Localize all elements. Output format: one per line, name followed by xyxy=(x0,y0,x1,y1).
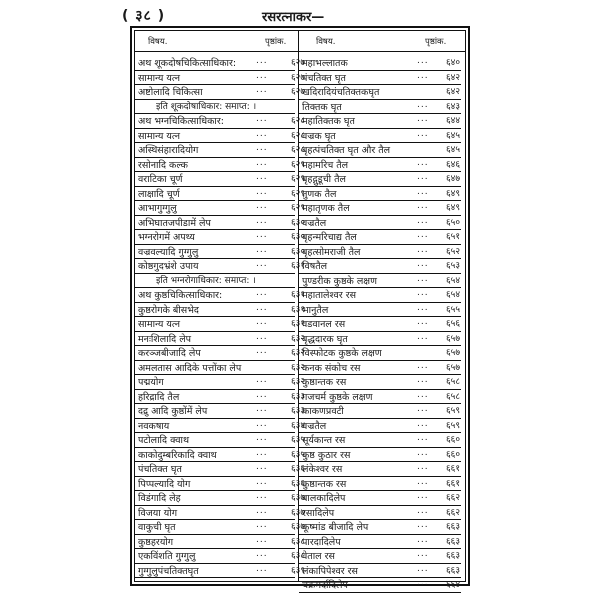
entry-title: पंचतिक्त घृत xyxy=(302,72,346,84)
entry-page-number: ६३२ xyxy=(290,348,305,358)
leader-dots: ... xyxy=(417,201,429,211)
entry-page-number: ६५० xyxy=(445,217,460,228)
leader-dots: ... xyxy=(256,172,268,182)
entry-page-number: ६५७ xyxy=(445,348,460,358)
leader-dots: ... xyxy=(256,230,268,240)
leader-dots: ... xyxy=(417,447,429,458)
entry-title: कूष्मांड बीजादि लेप xyxy=(302,522,369,533)
entry-page-number: ६५७ xyxy=(445,333,460,344)
entry-title: लंकापिपेश्वर रस xyxy=(302,565,358,577)
entry-page-number: ६३९ xyxy=(290,565,305,576)
entry-title: गजचर्म कुष्ठके लक्षण xyxy=(302,391,373,403)
entry-title: लंकेश्वर रस xyxy=(302,464,343,475)
entry-title: अस्थिसंहारादियोग xyxy=(138,145,199,156)
leader-dots: ... xyxy=(417,186,429,197)
leader-dots: ... xyxy=(417,389,429,400)
entry-page-number: ६३८ xyxy=(290,536,305,547)
leader-dots: ... xyxy=(417,520,429,530)
entry-page-number: ६३७ xyxy=(290,522,305,532)
entry-page-number: ६३४ xyxy=(290,420,305,431)
entry-title: एकविंशति गुग्गुलु xyxy=(138,551,196,562)
leader-dots: ... xyxy=(256,447,268,458)
entry-title: बृहत्सोमराजी तैल xyxy=(302,246,361,258)
leader-dots: ... xyxy=(256,302,268,313)
leader-dots: ... xyxy=(417,259,429,269)
entry-title: तिक्तक घृत xyxy=(302,101,342,113)
entry-page-number: ६३७ xyxy=(290,493,305,503)
entry-page-number: ६४० xyxy=(445,58,460,68)
entry-title: खदिरादियंचतिक्तकघृत xyxy=(302,87,380,98)
leader-dots: ... xyxy=(256,128,268,139)
entry-page-number: ६३० xyxy=(290,232,305,242)
entry-title: बृहद्गुडूची तैल xyxy=(302,174,346,185)
leader-dots: ... xyxy=(256,114,268,124)
entry-page-number: ६४२ xyxy=(445,72,460,83)
entry-page-number: ६२८ xyxy=(290,145,305,155)
entry-title: इति शूकदोषाधिकार: समाप्त: । xyxy=(156,101,257,112)
entry-title: वेताल रस xyxy=(302,551,335,562)
entry-title: भानुतैल xyxy=(302,304,329,316)
entry-title: पद्मयोग xyxy=(138,377,164,388)
leader-dots: ... xyxy=(417,157,429,168)
leader-dots: ... xyxy=(256,563,268,574)
leader-dots: ... xyxy=(417,302,429,313)
leader-dots: ... xyxy=(417,56,429,66)
leader-dots: ... xyxy=(256,549,268,559)
entry-page-number: ६५२ xyxy=(445,246,460,257)
entry-title: अभिघातजपीडामें लेप xyxy=(138,217,211,229)
entry-title: महाभल्लातक xyxy=(302,58,348,69)
entry-page-number: ६६३ xyxy=(445,536,460,547)
entry-title: बृहत्पंचतिक्त घृत और तैल xyxy=(302,145,391,156)
entry-title: वज्रतैल xyxy=(302,217,327,229)
entry-page-number: ६४९ xyxy=(445,203,460,213)
entry-page-number: ६५९ xyxy=(445,406,460,416)
entry-title: अथ भग्नचिकित्साधिकार: xyxy=(138,116,224,127)
entry-title: वज्रक घृत xyxy=(302,130,336,142)
entry-page-number: ६३२ xyxy=(290,377,305,387)
entry-page-number: ६३१ xyxy=(290,290,305,300)
entry-title: भग्नरोगमें अपथ्य xyxy=(138,232,195,243)
entry-page-number: ६६३ xyxy=(445,565,460,576)
leader-dots: ... xyxy=(417,563,429,574)
entry-title: गुग्गुलुपंचतिक्तघृत xyxy=(138,565,199,577)
entry-page-number: ६३० xyxy=(290,246,305,257)
entry-page-number: ६४९ xyxy=(445,188,460,199)
entry-page-number: ६६२ xyxy=(445,507,460,518)
entry-page-number: ६५८ xyxy=(445,377,460,387)
leader-dots: ... xyxy=(417,70,429,81)
entry-title: करञ्जबीजादि लेप xyxy=(138,348,201,359)
entry-title: वडवानल रस xyxy=(302,319,346,330)
left-page-header: पृष्ठांक. xyxy=(265,37,287,47)
entry-title: सामान्य यत्न xyxy=(138,319,181,330)
leader-dots: ... xyxy=(256,418,268,429)
leader-dots: ... xyxy=(417,288,429,298)
entry-title: कुष्ठरोगके बीसभेद xyxy=(138,304,199,316)
entry-page-number: ६३७ xyxy=(290,507,305,518)
entry-page-number: ६३८ xyxy=(290,551,305,561)
entry-title: नवकषाय xyxy=(138,420,170,432)
entry-title: चक्रमर्दादिलेप xyxy=(302,580,348,591)
entry-page-number: ६४३ xyxy=(445,101,460,112)
header-rule xyxy=(135,51,465,52)
entry-page-number: ६५६ xyxy=(445,319,460,329)
entry-title: विडंगादि लेह xyxy=(138,493,181,504)
leader-dots: ... xyxy=(256,157,268,168)
entry-page-number: ६३३ xyxy=(290,391,305,402)
entry-title: महातिक्तक घृत xyxy=(302,116,355,127)
entry-page-number: ६६१ xyxy=(445,464,460,474)
entry-title: काकणप्रवटी xyxy=(302,406,344,417)
leader-dots: ... xyxy=(417,360,429,371)
entry-page-number: ६४५ xyxy=(445,130,460,141)
leader-dots: ... xyxy=(256,317,268,327)
left-subject-header: विषय. xyxy=(148,37,168,47)
leader-dots: ... xyxy=(256,534,268,545)
entry-title: रसोनादि कल्क xyxy=(138,159,188,171)
entry-page-number: ६२७ xyxy=(290,87,305,97)
entry-title: विजया योग xyxy=(138,507,178,519)
leader-dots: ... xyxy=(417,476,429,487)
leader-dots: ... xyxy=(417,462,429,472)
leader-dots: ... xyxy=(417,491,429,501)
entry-title: पटोलादि क्वाथ xyxy=(138,435,190,446)
running-title: रसरत्नाकर— xyxy=(262,10,325,25)
entry-title: लाक्षादि चूर्ण xyxy=(138,188,180,200)
entry-title: विस्फोटक कुष्ठके लक्षण xyxy=(302,348,382,359)
leader-dots: ... xyxy=(256,331,268,342)
entry-page-number: ६२७ xyxy=(290,72,305,83)
leader-dots: ... xyxy=(256,476,268,487)
leader-dots: ... xyxy=(417,244,429,255)
entry-page-number: ६६३ xyxy=(445,522,460,532)
leader-dots: ... xyxy=(256,70,268,81)
row-rule xyxy=(299,592,461,593)
entry-page-number: ६४७ xyxy=(445,174,460,184)
entry-page-number: ६३५ xyxy=(290,435,305,445)
entry-page-number: ६३१ xyxy=(290,319,305,329)
entry-page-number: ६२९ xyxy=(290,203,305,213)
entry-title: सामान्य यत्न xyxy=(138,72,181,84)
leader-dots: ... xyxy=(256,505,268,516)
entry-page-number: ६५४ xyxy=(445,275,460,286)
page-number: ( ३८ ) xyxy=(122,8,166,24)
leader-dots: ... xyxy=(417,331,429,342)
leader-dots: ... xyxy=(256,215,268,226)
entry-page-number: ६३६ xyxy=(290,464,305,474)
entry-title: बृहन्मरिचाद्य तैल xyxy=(302,232,357,243)
entry-title: इति भग्नरोगाधिकार: समाप्त: । xyxy=(156,275,256,286)
entry-page-number: ६५९ xyxy=(445,420,460,431)
entry-page-number: ६२९ xyxy=(290,188,305,199)
entry-title: कनक संकोच रस xyxy=(302,362,361,374)
leader-dots: ... xyxy=(256,462,268,472)
entry-title: विषतैल xyxy=(302,261,328,272)
right-page-header: पृष्ठांक. xyxy=(425,37,447,47)
row-rule xyxy=(135,577,295,578)
leader-dots: ... xyxy=(417,230,429,240)
entry-page-number: ६५५ xyxy=(445,304,460,315)
leader-dots: ... xyxy=(417,172,429,182)
leader-dots: ... xyxy=(417,114,429,124)
leader-dots: ... xyxy=(256,56,268,66)
entry-title: कुष्ठ कुठार रस xyxy=(302,449,351,461)
entry-page-number: ६२९ xyxy=(290,174,305,184)
entry-title: बृद्धदारक घृत xyxy=(302,333,348,345)
leader-dots: ... xyxy=(256,346,268,356)
entry-title: बालकादिलेप xyxy=(302,493,346,504)
entry-page-number: ६२८ xyxy=(290,116,305,126)
entry-title: महामरिच तैल xyxy=(302,159,349,171)
leader-dots: ... xyxy=(417,375,429,385)
entry-page-number: ६४४ xyxy=(445,116,460,126)
entry-page-number: ६३२ xyxy=(290,333,305,344)
leader-dots: ... xyxy=(417,404,429,414)
leader-dots: ... xyxy=(417,534,429,545)
entry-title: सूर्यकान्त रस xyxy=(302,435,346,446)
entry-title: आभागुग्गुलु xyxy=(138,203,177,214)
entry-page-number: ६५८ xyxy=(445,391,460,402)
entry-title: तुणक तैल xyxy=(302,188,337,200)
entry-page-number: ६३५ xyxy=(290,449,305,460)
leader-dots: ... xyxy=(256,433,268,443)
right-subject-header: विषय. xyxy=(316,37,336,47)
entry-title: अथ शूकदोषचिकित्साधिकार: xyxy=(138,58,237,69)
leader-dots: ... xyxy=(417,215,429,226)
entry-page-number: ६२७ xyxy=(290,58,305,68)
leader-dots: ... xyxy=(417,273,429,284)
entry-title: कुष्ठान्तक रस xyxy=(302,478,347,490)
leader-dots: ... xyxy=(417,578,429,588)
leader-dots: ... xyxy=(417,99,429,110)
entry-page-number: ६६० xyxy=(445,435,460,445)
leader-dots: ... xyxy=(256,375,268,385)
entry-title: कुष्ठहरयोग xyxy=(138,536,174,548)
entry-title: पिप्पल्यादि योग xyxy=(138,478,191,490)
entry-page-number: ६४५ xyxy=(445,145,460,155)
entry-title: वराटिका चूर्ण xyxy=(138,174,183,185)
entry-page-number: ६३३ xyxy=(290,406,305,416)
entry-title: महातृणक तैल xyxy=(302,203,350,214)
entry-title: अथ कुष्ठचिकित्साधिकार: xyxy=(138,290,223,301)
entry-page-number: ६४६ xyxy=(445,159,460,170)
leader-dots: ... xyxy=(256,85,268,95)
entry-page-number: ६२९ xyxy=(290,159,305,170)
entry-page-number: ६३० xyxy=(290,217,305,228)
leader-dots: ... xyxy=(256,201,268,211)
entry-title: काकोदुम्बरिकादि क्वाथ xyxy=(138,449,217,461)
entry-title: पंचतिक्त घृत xyxy=(138,464,182,475)
entry-page-number: ६३१ xyxy=(290,261,305,271)
entry-page-number: ६५३ xyxy=(445,261,460,271)
page-header xyxy=(0,0,600,28)
entry-title: हरिद्रादि तैल xyxy=(138,391,180,403)
entry-title: वाकुची घृत xyxy=(138,522,176,533)
leader-dots: ... xyxy=(256,259,268,269)
leader-dots: ... xyxy=(417,418,429,429)
leader-dots: ... xyxy=(256,186,268,197)
leader-dots: ... xyxy=(417,128,429,139)
entry-title: महातालेश्वर रस xyxy=(302,290,357,301)
entry-title: अष्टोलादि चिकित्सा xyxy=(138,87,203,98)
entry-page-number: ६५४ xyxy=(445,290,460,300)
leader-dots: ... xyxy=(417,549,429,559)
entry-page-number: ६६१ xyxy=(445,478,460,489)
entry-title: कोष्ठगुदभ्रंशे उपाय xyxy=(138,261,199,272)
leader-dots: ... xyxy=(256,288,268,298)
entry-title: सामान्य यत्न xyxy=(138,130,181,142)
leader-dots: ... xyxy=(256,491,268,501)
leader-dots: ... xyxy=(256,404,268,414)
entry-page-number: ६६० xyxy=(445,449,460,460)
entry-page-number: ६३१ xyxy=(290,304,305,315)
entry-title: रसादिलेप xyxy=(302,507,335,519)
entry-title: वज्रतैल xyxy=(302,420,327,432)
leader-dots: ... xyxy=(256,520,268,530)
entry-title: मनःशिलादि लेप xyxy=(138,333,192,345)
entry-title: अमलतास आदिके पत्तोंका लेप xyxy=(138,362,242,374)
leader-dots: ... xyxy=(417,505,429,516)
leader-dots: ... xyxy=(417,433,429,443)
entry-page-number: ६६२ xyxy=(445,493,460,503)
leader-dots: ... xyxy=(417,317,429,327)
entry-title: पुण्डरीक कुष्ठके लक्षण xyxy=(302,275,377,287)
entry-page-number: ६६४ xyxy=(445,580,460,590)
leader-dots: ... xyxy=(256,389,268,400)
entry-page-number: ६३६ xyxy=(290,478,305,489)
entry-page-number: ६३२ xyxy=(290,362,305,373)
entry-page-number: ६५१ xyxy=(445,232,460,242)
entry-page-number: ६२८ xyxy=(290,130,305,141)
leader-dots: ... xyxy=(256,143,268,153)
entry-title: वज्रवल्यादि गुग्गुलु xyxy=(138,246,199,258)
leader-dots: ... xyxy=(256,244,268,255)
entry-title: दद्रु आदि कुष्ठोंमें लेप xyxy=(138,406,208,417)
entry-title: कुष्ठान्तक रस xyxy=(302,377,347,388)
entry-title: पारदादिलेप xyxy=(302,536,341,548)
entry-page-number: ६६३ xyxy=(445,551,460,561)
entry-page-number: ६५७ xyxy=(445,362,460,373)
entry-page-number: ६४२ xyxy=(445,87,460,97)
